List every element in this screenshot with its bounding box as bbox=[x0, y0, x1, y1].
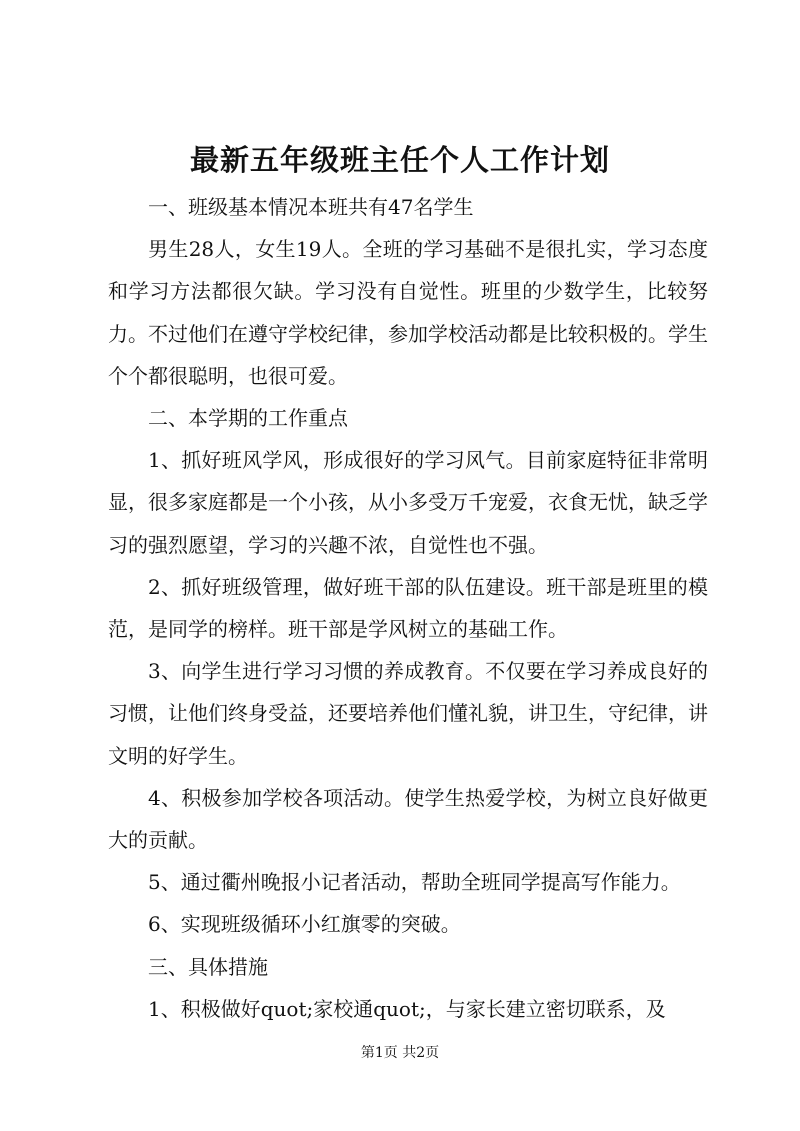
paragraph-focus-5: 5、通过衢州晚报小记者活动，帮助全班同学提高写作能力。 bbox=[148, 870, 681, 895]
paragraph-focus-1: 1、抓好班风学风，形成很好的学习风气。目前家庭特征非常明显，很多家庭都是一个小孩，从小多受万千宠爱，衣食无忧，缺乏学习的强烈愿望，学习的兴趣不浓，自觉性也不强。 bbox=[108, 448, 708, 557]
paragraph-section-3-heading: 三、具体措施 bbox=[148, 954, 268, 979]
paragraph-class-overview: 男生28人，女生19人。全班的学习基础不是很扎实，学习态度和学习方法都很欠缺。学习没有自觉性。班里的少数学生，比较努力。不过他们在遵守学校纪律，参加学校活动都是比较积极的。学生个个都很聪明，也很可爱。 bbox=[108, 237, 708, 388]
paragraph-measure-1: 1、积极做好quot;家校通quot;，与家长建立密切联系，及 bbox=[148, 996, 666, 1021]
page-footer: 第1页 共2页 bbox=[360, 1045, 440, 1061]
paragraph-focus-6: 6、实现班级循环小红旗零的突破。 bbox=[148, 912, 461, 937]
paragraph-focus-4: 4、积极参加学校各项活动。使学生热爱学校，为树立良好做更大的贡献。 bbox=[108, 785, 708, 853]
paragraph-focus-3: 3、向学生进行学习习惯的养成教育。不仅要在学习养成良好的习惯，让他们终身受益，还要培养他们懂礼貌，讲卫生，守纪律，讲文明的好学生。 bbox=[108, 659, 708, 768]
paragraph-section-2-heading: 二、本学期的工作重点 bbox=[148, 406, 348, 431]
document-title: 最新五年级班主任个人工作计划 bbox=[189, 143, 610, 177]
document-body bbox=[108, 186, 708, 1030]
paragraph-focus-2: 2、抓好班级管理，做好班干部的队伍建设。班干部是班里的模范，是同学的榜样。班干部是学风树立的基础工作。 bbox=[108, 574, 708, 642]
paragraph-section-1-heading: 一、班级基本情况本班共有47名学生 bbox=[148, 195, 474, 219]
